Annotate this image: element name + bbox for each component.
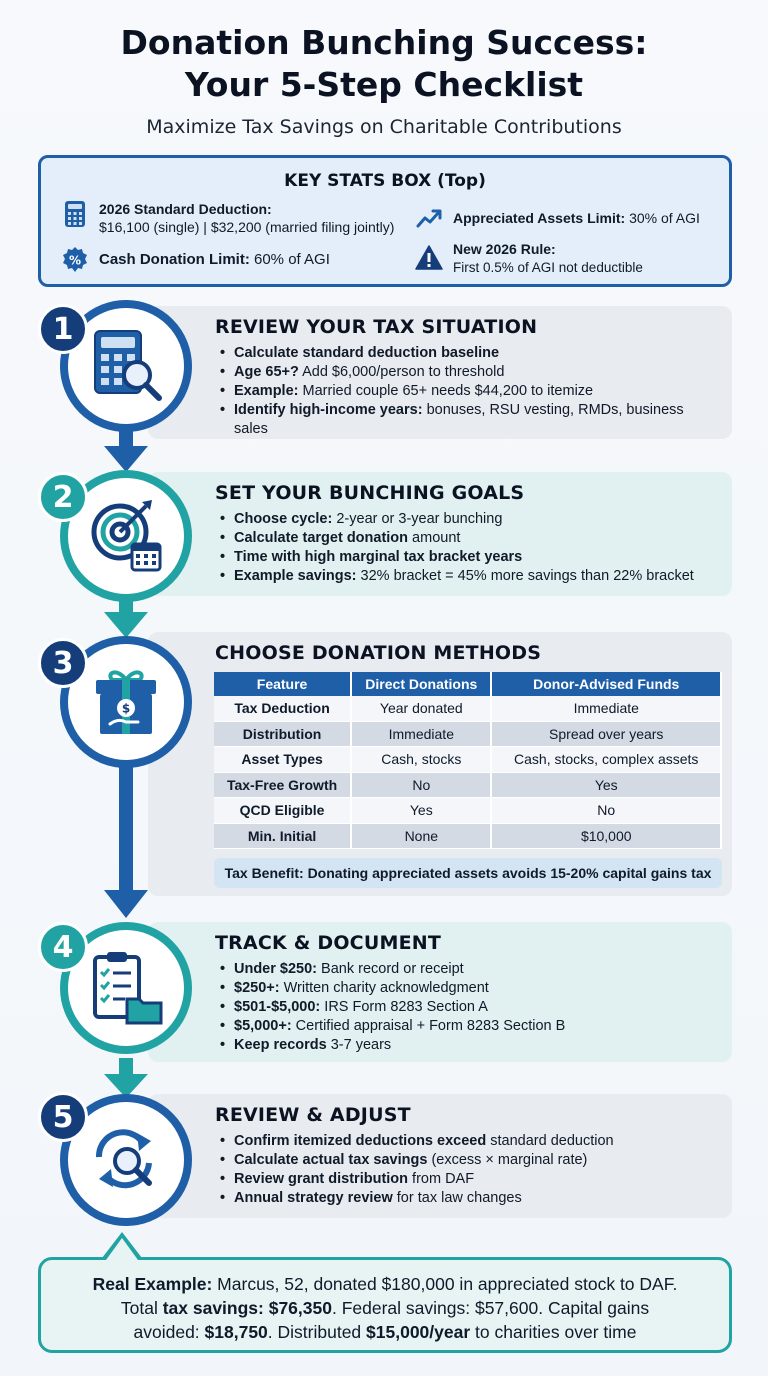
warning-icon xyxy=(415,244,443,272)
comparison-table xyxy=(214,672,722,849)
page-subtitle: Maximize Tax Savings on Charitable Contributions xyxy=(146,116,622,138)
list-item: • Calculate actual tax savings (excess × marginal rate) xyxy=(218,1151,718,1170)
step-2-number-badge: 2 xyxy=(38,472,88,522)
table-header: Donor-Advised Funds xyxy=(492,672,722,696)
table-cell: No xyxy=(492,798,722,824)
table-cell: No xyxy=(352,773,492,799)
calculator-magnifier-icon xyxy=(87,327,165,405)
table-cell: None xyxy=(352,824,492,850)
step-4-list xyxy=(218,960,718,1055)
list-item: • Review grant distribution from DAF xyxy=(218,1170,718,1189)
stat-cash-limit xyxy=(61,246,330,274)
table-row xyxy=(214,696,722,722)
key-stats-box xyxy=(38,155,732,287)
title-line-1: Donation Bunching Success: xyxy=(120,23,648,62)
step-4-number-badge: 4 xyxy=(38,922,88,972)
step-5-number-badge: 5 xyxy=(38,1092,88,1142)
stat-new-rule-label: New 2026 Rule: xyxy=(453,241,556,257)
title-line-2: Your 5-Step Checklist xyxy=(184,65,584,104)
list-item: • Example: Married couple 65+ needs $44,200 to itemize xyxy=(218,382,718,401)
stat-new-rule xyxy=(415,240,643,277)
table-cell: Distribution xyxy=(214,722,352,748)
example-line-1: Real Example: Marcus, 52, donated $180,000 in appreciated stock to DAF. xyxy=(92,1274,678,1294)
list-item: • Keep records 3-7 years xyxy=(218,1036,718,1055)
connector-3 xyxy=(119,764,133,894)
stat-cash-limit-value: 60% of AGI xyxy=(254,251,330,268)
table-header: Feature xyxy=(214,672,352,696)
svg-text:%: % xyxy=(68,253,82,268)
page-title xyxy=(0,22,768,106)
table-header: Direct Donations xyxy=(352,672,492,696)
table-row xyxy=(214,798,722,824)
example-line-2: Total tax savings: $76,350. Federal savings: $57,600. Capital gains xyxy=(120,1298,650,1318)
step-3-title: CHOOSE DONATION METHODS xyxy=(215,642,542,664)
real-example-box xyxy=(38,1257,732,1353)
gift-hand-icon xyxy=(88,664,164,740)
refresh-magnifier-icon xyxy=(87,1121,165,1199)
trend-up-icon xyxy=(415,204,443,232)
step-5-panel xyxy=(148,1094,732,1218)
table-cell: Cash, stocks, complex assets xyxy=(492,747,722,773)
list-item: • Example savings: 32% bracket = 45% more savings than 22% bracket xyxy=(218,567,718,586)
callout-pointer-inner xyxy=(106,1238,138,1260)
step-2-panel xyxy=(148,472,732,596)
step-4-panel xyxy=(148,922,732,1062)
table-row xyxy=(214,722,722,748)
table-cell: Spread over years xyxy=(492,722,722,748)
key-stats-heading: KEY STATS BOX (Top) xyxy=(284,171,486,191)
list-item: • $501-$5,000: IRS Form 8283 Section A xyxy=(218,998,718,1017)
step-1-number-badge: 1 xyxy=(38,304,88,354)
list-item: • Identify high-income years: bonuses, RSU vesting, RMDs, business sales xyxy=(218,401,718,439)
table-header-row xyxy=(214,672,722,696)
stat-standard-deduction xyxy=(61,200,394,236)
tax-benefit-note: Tax Benefit: Donating appreciated assets avoids 15-20% capital gains tax xyxy=(214,858,722,888)
step-3-number-badge: 3 xyxy=(38,638,88,688)
step-1-panel xyxy=(148,306,732,439)
stat-appreciated-assets-label: Appreciated Assets Limit: xyxy=(453,210,626,226)
step-2-title: SET YOUR BUNCHING GOALS xyxy=(215,482,525,504)
table-cell: $10,000 xyxy=(492,824,722,850)
table-cell: Min. Initial xyxy=(214,824,352,850)
table-cell: Immediate xyxy=(492,696,722,722)
table-cell: QCD Eligible xyxy=(214,798,352,824)
step-5-title: REVIEW & ADJUST xyxy=(215,1104,411,1126)
calculator-icon xyxy=(61,200,89,228)
svg-text:$: $ xyxy=(121,701,131,716)
table-cell: Cash, stocks xyxy=(352,747,492,773)
table-cell: Asset Types xyxy=(214,747,352,773)
stat-standard-deduction-label: 2026 Standard Deduction: xyxy=(99,201,272,217)
list-item: • $250+: Written charity acknowledgment xyxy=(218,979,718,998)
table-cell: Tax Deduction xyxy=(214,696,352,722)
percent-badge-icon xyxy=(61,246,89,274)
list-item: • Age 65+? Add $6,000/person to threshold xyxy=(218,363,718,382)
table-cell: Year donated xyxy=(352,696,492,722)
list-item: • $5,000+: Certified appraisal + Form 8283 Section B xyxy=(218,1017,718,1036)
list-item: • Annual strategy review for tax law changes xyxy=(218,1189,718,1208)
table-cell: Yes xyxy=(352,798,492,824)
step-4-title: TRACK & DOCUMENT xyxy=(215,932,442,954)
stat-new-rule-value: First 0.5% of AGI not deductible xyxy=(453,260,643,275)
connector-arrow-1 xyxy=(104,446,148,472)
step-3-panel xyxy=(148,632,732,896)
table-row xyxy=(214,773,722,799)
stat-appreciated-assets xyxy=(415,204,700,232)
example-line-3: avoided: $18,750. Distributed $15,000/year to charities over time xyxy=(133,1322,637,1342)
connector-arrow-2 xyxy=(104,612,148,638)
step-2-list xyxy=(218,510,718,586)
step-1-title: REVIEW YOUR TAX SITUATION xyxy=(215,316,538,338)
table-row xyxy=(214,824,722,850)
table-row xyxy=(214,747,722,773)
list-item: • Choose cycle: 2-year or 3-year bunching xyxy=(218,510,718,529)
table-cell: Tax-Free Growth xyxy=(214,773,352,799)
list-item: • Under $250: Bank record or receipt xyxy=(218,960,718,979)
list-item: • Calculate target donation amount xyxy=(218,529,718,548)
table-cell: Immediate xyxy=(352,722,492,748)
connector-arrow-3 xyxy=(104,890,148,918)
table-cell: Yes xyxy=(492,773,722,799)
stat-standard-deduction-value: $16,100 (single) | $32,200 (married filing jointly) xyxy=(99,219,395,235)
target-calendar-icon xyxy=(86,496,166,576)
step-1-list xyxy=(218,344,718,439)
list-item: • Confirm itemized deductions exceed standard deduction xyxy=(218,1132,718,1151)
header xyxy=(0,0,768,138)
list-item: • Calculate standard deduction baseline xyxy=(218,344,718,363)
list-item: • Time with high marginal tax bracket years xyxy=(218,548,718,567)
stat-cash-limit-label: Cash Donation Limit: xyxy=(99,251,250,268)
stat-appreciated-assets-value: 30% of AGI xyxy=(629,210,700,226)
clipboard-folder-icon xyxy=(87,949,165,1027)
step-5-list xyxy=(218,1132,718,1208)
